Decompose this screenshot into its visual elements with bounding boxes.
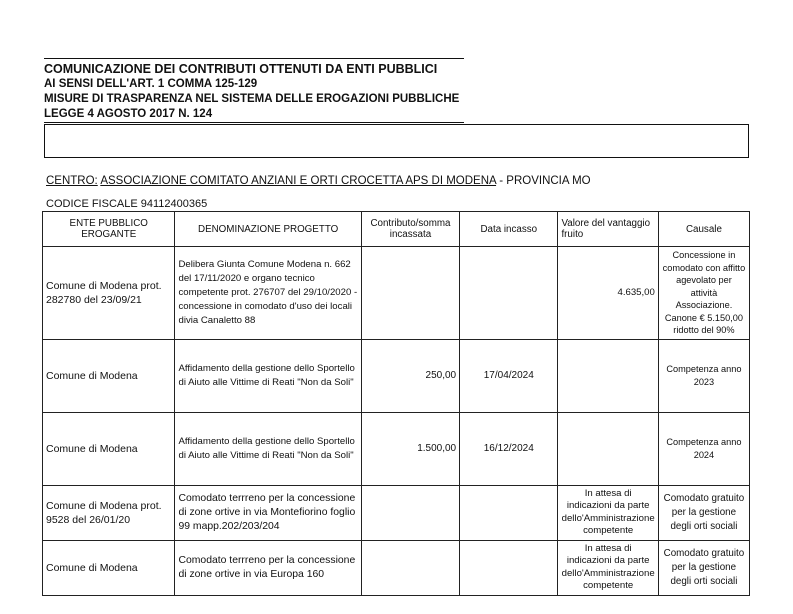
table-row <box>43 247 750 340</box>
header-data: Data incasso <box>460 212 558 247</box>
centro-label: CENTRO: <box>46 175 98 187</box>
cell-denominazione: Affidamento della gestione dello Sportello di Aiuto alle Vittime di Reati "Non da Soli" <box>175 339 361 412</box>
table-row <box>43 339 750 412</box>
cell-causale: Comodato gratuito per la gestione degli orti sociali <box>658 540 749 595</box>
cell-ente: Comune di Modena <box>43 412 175 485</box>
cell-causale: Comodato gratuito per la gestione degli orti sociali <box>658 485 749 540</box>
header-contributo: Contributo/somma incassata <box>361 212 459 247</box>
cell-denominazione: Comodato terrreno per la concessione di zone ortive in via Montefiorino foglio 99 mapp.202/203/204 <box>175 485 361 540</box>
cell-valore: In attesa di indicazioni da parte dello'Amministrazione competente <box>558 540 658 595</box>
cell-causale: Concessione in comodato con affitto agevolato per attività Associazione. Canone € 5.150,00 ridotto del 90% <box>658 247 749 340</box>
cell-data: 17/04/2024 <box>460 339 558 412</box>
table-row <box>43 485 750 540</box>
cell-valore: In attesa di indicazioni da parte dello'Amministrazione competente <box>558 485 658 540</box>
centro-province: - PROVINCIA MO <box>496 175 591 187</box>
header-denominazione: DENOMINAZIONE PROGETTO <box>175 212 361 247</box>
header-ente: ENTE PUBBLICO EROGANTE <box>43 212 175 247</box>
table-row <box>43 412 750 485</box>
empty-box <box>44 124 749 158</box>
cell-contributo <box>361 540 459 595</box>
header-valore: Valore del vantaggio fruito <box>558 212 658 247</box>
cell-denominazione: Delibera Giunta Comune Modena n. 662 del 17/11/2020 e organo tecnico competente prot. 276707 del 29/10/2020 - concessione in comodato d'uso dei locali divia Canaletto 88 <box>175 247 361 340</box>
document-header <box>44 58 464 123</box>
codice-fiscale: CODICE FISCALE 94112400365 <box>46 198 208 210</box>
cell-contributo: 1.500,00 <box>361 412 459 485</box>
table-row <box>43 540 750 595</box>
header-law-date: LEGGE 4 AGOSTO 2017 N. 124 <box>44 107 464 123</box>
cell-denominazione: Affidamento della gestione dello Sportello di Aiuto alle Vittime di Reati "Non da Soli" <box>175 412 361 485</box>
cell-denominazione: Comodato terrreno per la concessione di zone ortive in via Europa 160 <box>175 540 361 595</box>
header-title: COMUNICAZIONE DEI CONTRIBUTI OTTENUTI DA ENTI PUBBLICI <box>44 62 438 76</box>
cell-ente: Comune di Modena prot. 282780 del 23/09/21 <box>43 247 175 340</box>
cell-ente: Comune di Modena prot. 9528 del 26/01/20 <box>43 485 175 540</box>
cell-causale: Competenza anno 2024 <box>658 412 749 485</box>
cell-valore <box>558 339 658 412</box>
cell-ente: Comune di Modena <box>43 540 175 595</box>
contributions-table <box>42 211 750 596</box>
header-law-reference: AI SENSI DELL'ART. 1 COMMA 125-129 <box>44 78 258 90</box>
cell-contributo <box>361 485 459 540</box>
cell-data: 16/12/2024 <box>460 412 558 485</box>
header-top-rule <box>44 58 464 59</box>
table-header-row <box>43 212 750 247</box>
cell-contributo: 250,00 <box>361 339 459 412</box>
cell-valore <box>558 412 658 485</box>
cell-data <box>460 485 558 540</box>
header-causale: Causale <box>658 212 749 247</box>
cell-contributo <box>361 247 459 340</box>
cell-causale: Competenza anno 2023 <box>658 339 749 412</box>
cell-data <box>460 540 558 595</box>
header-transparency: MISURE DI TRASPARENZA NEL SISTEMA DELLE EROGAZIONI PUBBLICHE <box>44 93 460 105</box>
centro-name: ASSOCIAZIONE COMITATO ANZIANI E ORTI CROCETTA APS DI MODENA <box>100 175 497 187</box>
cell-data <box>460 247 558 340</box>
cell-valore: 4.635,00 <box>558 247 658 340</box>
cell-ente: Comune di Modena <box>43 339 175 412</box>
centro-line <box>46 175 591 187</box>
